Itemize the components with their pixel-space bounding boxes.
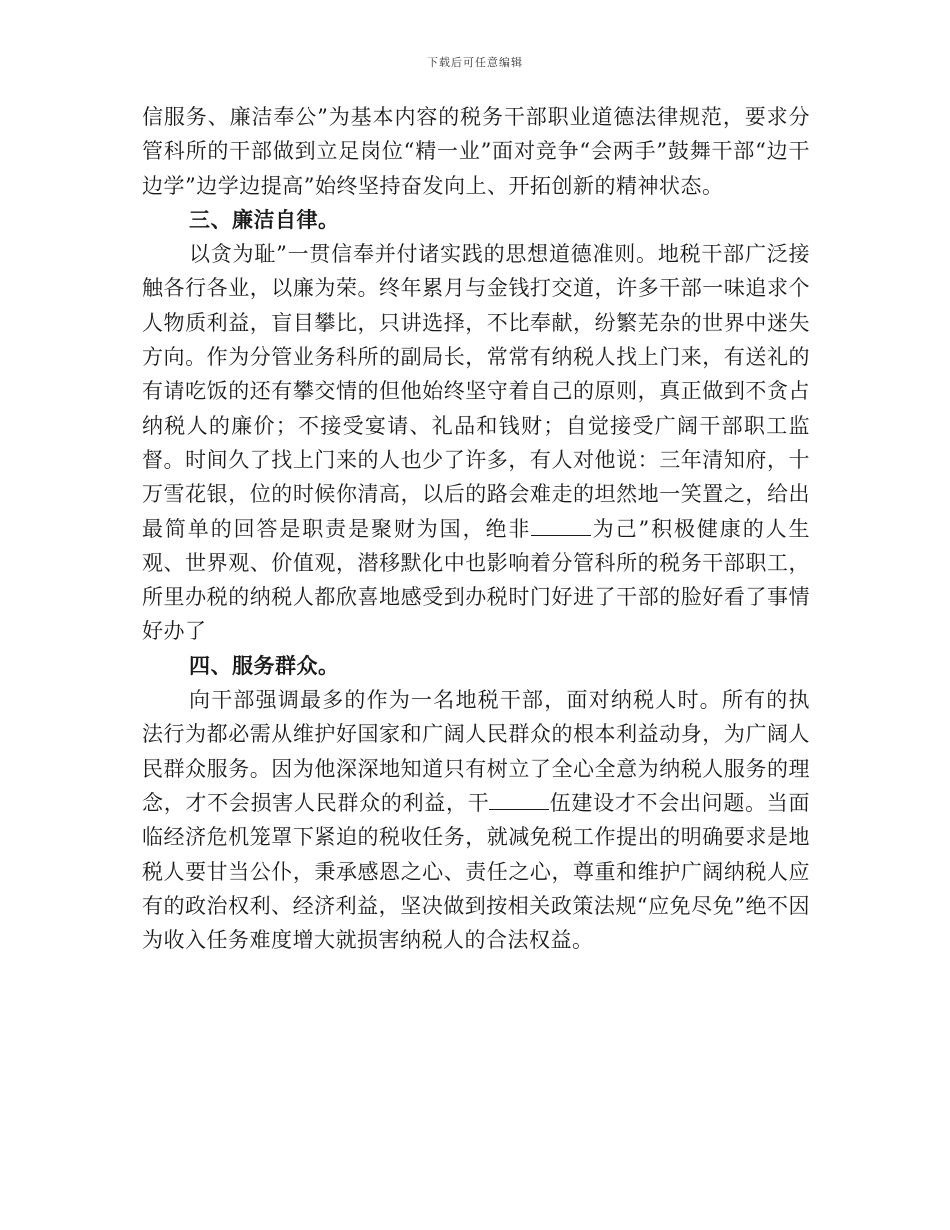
paragraph-integrity-text-1: 以贪为耻”一贯信奉并付诸实践的思想道德准则。地税干部广泛接触各行各业，以廉为荣。终年累月与金钱打交道，许多干部一味追求个人物质利益，盲目攀比，只讲选择，不比奉献，纷繁芜杂的世界中迷失方向。作为分管业务科所的副局长，常常有纳税人找上门来，有送礼的有请吃饭的还有攀交情的但他始终坚守着自己的原则，真正做到不贪占纳税人的廉价；不接受宴请、礼品和钱财；自觉接受广阔干部职工监督。时间久了找上门来的人也少了许多，有人对他说：三年清知府，十万雪花银，位的时候你清高，以后的路会难走的坦然地一笑置之，给出最简单的回答是职责是聚财为国，绝非 [142,242,810,541]
paragraph-integrity-text-2: 为己”积极健康的人生观、世界观、价值观，潜移默化中也影响着分管科所的税务干部职工，所里办税的纳税人都欣喜地感受到办税时门好进了干部的脸好看了事情好办了 [142,516,810,644]
paragraph-intro: 信服务、廉洁奉公”为基本内容的税务干部职业道德法律规范，要求分管科所的干部做到立足岗位“精一业”面对竞争“会两手”鼓舞干部“边干边学”边学边提高”始终坚持奋发向上、开拓创新的精神状态。 [142,105,810,198]
section-heading-integrity: 三、廉洁自律。 [189,206,340,232]
paragraph-service-text-1: 向干部强调最多的作为一名地税干部，面对纳税人时。所有的执法行为都必需从维护好国家和广阔人民群众的根本利益动身，为广阔人民群众服务。因为他深深地知道只有树立了全心全意为纳税人服务的理念，才不会损害人民群众的利益，干 [142,688,810,815]
paragraph-integrity [142,237,810,649]
document-body [142,100,810,957]
page-header: 下载后可任意编辑 [427,56,523,69]
paragraph-service-text-2: 伍建设才不会出问题。当面临经济危机笼罩下紧迫的税收任务，就减免税工作提出的明确要求是地税人要甘当公仆，秉承感恩之心、责任之心，尊重和维护广阔纳税人应有的政治权利、经济利益，坚决做到按相关政策法规“应免尽免”绝不因为收入任务难度增大就损害纳税人的合法权益。 [142,790,811,953]
section-heading-service: 四、服务群众。 [189,652,340,678]
paragraph-service [142,683,810,957]
fill-blank [489,791,549,810]
fill-blank [531,517,591,536]
